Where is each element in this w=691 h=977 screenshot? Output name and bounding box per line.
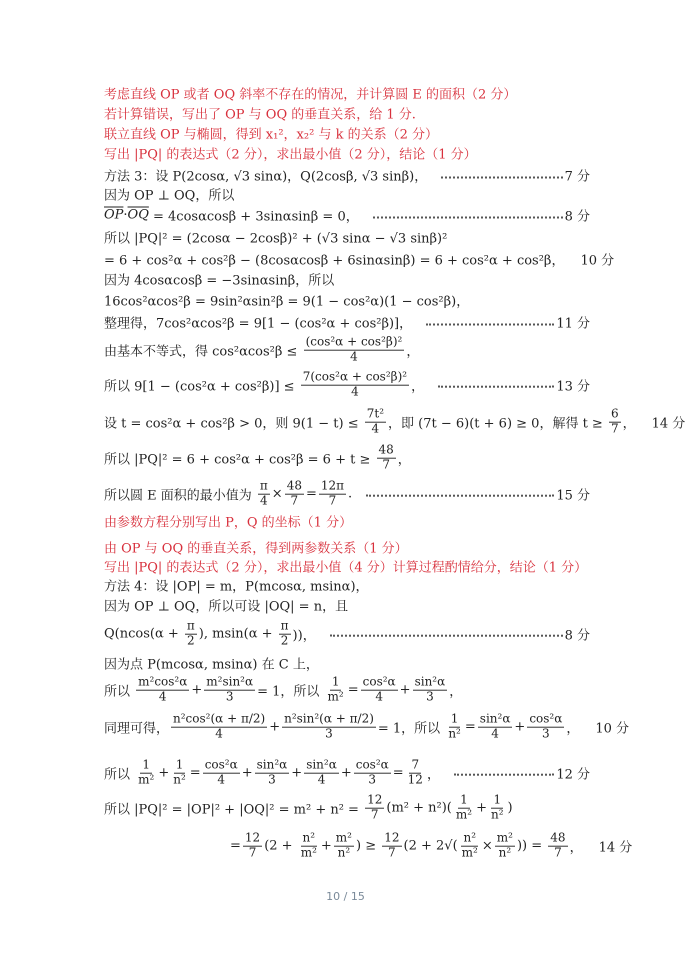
dotted-leader xyxy=(373,216,563,218)
numerator: 1 xyxy=(493,792,502,807)
text-run: (2 + 2√( xyxy=(403,838,458,854)
fraction xyxy=(255,759,290,788)
denominator: 4 xyxy=(215,726,223,741)
text-run: 所以 |PQ|² = 6 + cos²α + cos²β = 6 + t ≥ xyxy=(104,452,375,468)
numerator: cos²α xyxy=(204,757,238,772)
text-run: 方法 4：设 |OP| = m，P(mcosα, msinα)， xyxy=(104,579,369,595)
denominator: 3 xyxy=(225,689,234,704)
denominator: 3 xyxy=(268,772,276,787)
text-run: ， xyxy=(622,416,636,432)
solution-line xyxy=(104,480,590,509)
text-run: = 1，所以 xyxy=(257,684,324,700)
score-label: 14 分 xyxy=(598,840,633,856)
numerator: 1 xyxy=(142,757,151,772)
text-run: + xyxy=(269,719,281,735)
fraction xyxy=(489,794,506,823)
numerator: n² xyxy=(302,830,316,845)
fraction xyxy=(203,759,240,788)
fraction xyxy=(377,444,396,473)
dotted-leader xyxy=(454,774,554,776)
score-label: 14 分 xyxy=(651,416,686,432)
text-run: ， xyxy=(449,684,463,700)
numerator: n² xyxy=(463,830,477,845)
text-run: 因为 OP ⊥ OQ，所以可设 |OQ| = n，且 xyxy=(104,599,349,615)
text-run: 因为 4cosαcosβ = −3sinαsinβ，所以 xyxy=(104,273,335,289)
text-run: (2 + xyxy=(264,838,297,854)
numerator: 7 xyxy=(411,757,420,772)
score-label: 10 分 xyxy=(595,721,630,737)
solution-line xyxy=(104,654,590,673)
text-run: 整理得，7cos²αcos²β = 9[1 − (cos²α + cos²β)]， xyxy=(104,316,413,332)
denominator: m² xyxy=(327,689,344,704)
denominator: 7 xyxy=(382,457,390,472)
fraction xyxy=(354,759,391,788)
text-run: )) = xyxy=(516,838,547,854)
text-run: . xyxy=(348,486,353,502)
text-run: = xyxy=(464,719,476,735)
dotted-leader xyxy=(366,495,554,497)
text-run: 因为点 P(mcosα, msinα) 在 C 上， xyxy=(104,657,319,673)
fraction xyxy=(406,759,425,788)
text-run: + xyxy=(320,838,332,854)
numerator: 1 xyxy=(460,792,468,807)
fraction xyxy=(361,676,398,705)
dotted-leader xyxy=(426,323,554,325)
numerator: m²cos²α xyxy=(138,674,188,689)
denominator: 4 xyxy=(260,493,268,508)
solution-line xyxy=(230,830,633,861)
text-run: 联立直线 OP 与椭圆，得到 x₁²，x₂² 与 k 的关系（2 分） xyxy=(104,127,438,143)
fraction xyxy=(299,832,319,861)
numerator: 12π xyxy=(320,478,345,493)
text-run: ， xyxy=(411,379,425,395)
text-run: 所以 |PQ|² = (2cosα − 2cosβ)² + (√3 sinα − √3 sinβ)² xyxy=(104,231,448,247)
numerator: π xyxy=(186,618,195,633)
denominator: 7 xyxy=(328,493,337,508)
text-run: ， xyxy=(426,767,440,783)
grading-note xyxy=(104,538,590,557)
denominator: 3 xyxy=(325,726,333,741)
numerator: π xyxy=(280,618,289,633)
fraction xyxy=(171,713,267,742)
denominator: n² xyxy=(448,726,461,741)
text-run: 由 OP 与 OQ 的垂直关系，得到两参数关系（1 分） xyxy=(104,541,408,557)
numerator: 7(cos²α + cos²β)² xyxy=(302,369,408,384)
text-run: 所以 |PQ|² = |OP|² + |OQ|² = m² + n² = xyxy=(104,802,364,818)
solution-line xyxy=(104,596,590,615)
fraction xyxy=(326,676,346,705)
text-run: ，即 (7t − 6)(t + 6) ≥ 0，解得 t ≥ xyxy=(388,416,607,432)
fraction xyxy=(304,759,339,788)
text-run: Q(ncos(α + xyxy=(104,626,183,642)
text-run: = xyxy=(305,486,317,502)
solution-line xyxy=(104,206,590,225)
denominator: 4 xyxy=(158,689,167,704)
text-run: = xyxy=(230,838,241,854)
fraction xyxy=(204,676,255,705)
text-run: ) xyxy=(507,800,513,816)
fraction xyxy=(285,480,304,509)
denominator: m² xyxy=(455,807,473,822)
text-run: 同理可得， xyxy=(104,721,170,737)
text-run: × xyxy=(271,486,283,502)
solution-line xyxy=(104,185,590,204)
numerator: sin²α xyxy=(256,757,288,772)
numerator: sin²α xyxy=(306,757,337,772)
page-number: 10 / 15 xyxy=(326,890,365,903)
numerator: 6 xyxy=(610,406,619,421)
dotted-leader xyxy=(438,386,554,388)
numerator: m² xyxy=(335,830,352,845)
numerator: sin²α xyxy=(479,711,511,726)
text-run: + xyxy=(514,719,526,735)
numerator: cos²α xyxy=(362,674,396,689)
text-run: 写出 |PQ| 的表达式（2 分），求出最小值（4 分）计算过程酌情给分，结论（1 分） xyxy=(104,560,588,576)
text-run: · xyxy=(123,207,128,223)
score-label: 10 分 xyxy=(580,253,615,269)
text-run: ， xyxy=(397,452,411,468)
fraction xyxy=(334,832,354,861)
solution-line xyxy=(104,711,630,742)
text-run: 所以 xyxy=(104,767,135,783)
score-label: 8 分 xyxy=(564,209,590,225)
denominator: 7 xyxy=(290,493,299,508)
score-label: 7 分 xyxy=(564,169,590,185)
fraction xyxy=(171,759,188,788)
fraction xyxy=(478,713,513,742)
numerator: 48 xyxy=(378,442,394,457)
solution-line xyxy=(104,371,590,400)
fraction xyxy=(454,794,474,823)
vector: $\overline{OQ}$ xyxy=(127,207,149,223)
solution-line xyxy=(104,794,590,823)
numerator: π xyxy=(259,478,268,493)
denominator: 3 xyxy=(426,689,434,704)
numerator: n²cos²(α + π/2) xyxy=(173,711,266,726)
text-run: 16cos²αcos²β = 9sin²αsin²β = 9(1 − cos²α)(1 − cos²β)， xyxy=(104,294,470,310)
fraction xyxy=(279,620,291,649)
denominator: 4 xyxy=(371,421,380,436)
grading-note xyxy=(104,84,590,103)
text-run: = xyxy=(392,765,404,781)
solution-line xyxy=(104,291,590,310)
denominator: 3 xyxy=(542,726,550,741)
denominator: 4 xyxy=(375,689,383,704)
text-run: ， xyxy=(566,721,580,737)
denominator: 2 xyxy=(187,633,195,648)
denominator: m² xyxy=(138,772,155,787)
dotted-leader xyxy=(330,635,563,637)
dotted-leader xyxy=(441,176,562,178)
fraction xyxy=(495,832,515,861)
grading-note xyxy=(104,124,590,143)
solution-line xyxy=(104,166,590,185)
fraction xyxy=(258,480,270,509)
denominator: n² xyxy=(498,845,512,860)
solution-line xyxy=(104,336,590,365)
fraction xyxy=(413,676,448,705)
fraction xyxy=(319,480,346,509)
denominator: 7 xyxy=(248,845,257,860)
numerator: cos²α xyxy=(529,711,563,726)
fraction xyxy=(365,408,386,437)
denominator: 4 xyxy=(217,772,226,787)
solution-line xyxy=(104,576,590,595)
text-run: = 6 + cos²α + cos²β − (8cosαcosβ + 6sinαsinβ) = 6 + cos²α + cos²β， xyxy=(104,253,565,269)
text-run: + xyxy=(191,682,203,698)
denominator: 2 xyxy=(280,633,289,648)
text-run: 因为 OP ⊥ OQ，所以 xyxy=(104,188,235,204)
numerator: 1 xyxy=(175,757,184,772)
grading-note xyxy=(104,557,590,576)
denominator: 12 xyxy=(407,772,423,787)
fraction xyxy=(609,408,621,437)
fraction xyxy=(136,759,156,788)
text-run: 所以 xyxy=(104,684,135,700)
grading-note xyxy=(104,104,590,123)
fraction xyxy=(548,832,567,861)
denominator: 7 xyxy=(610,421,619,436)
text-run: 写出 |PQ| 的表达式（2 分），求出最小值（2 分），结论（1 分） xyxy=(104,147,477,163)
text-run: + xyxy=(476,800,487,816)
denominator: m² xyxy=(300,845,317,860)
solution-line xyxy=(104,250,615,269)
denominator: 7 xyxy=(370,807,379,822)
text-run: 所以圆 E 面积的最小值为 xyxy=(104,488,256,504)
text-run: = xyxy=(189,765,201,781)
solution-line xyxy=(104,228,590,247)
text-run: 由参数方程分别写出 P，Q 的坐标（1 分） xyxy=(104,515,353,531)
score-label: 13 分 xyxy=(556,379,590,395)
denominator: 7 xyxy=(554,845,562,860)
denominator: 4 xyxy=(350,349,358,364)
text-run: × xyxy=(481,838,493,854)
denominator: n² xyxy=(490,807,504,822)
numerator: 7t² xyxy=(366,406,385,421)
fraction xyxy=(382,832,401,861)
grading-note xyxy=(104,512,590,531)
fraction xyxy=(243,832,262,861)
fraction xyxy=(282,713,376,742)
numerator: n²sin²(α + π/2) xyxy=(284,711,374,726)
denominator: 4 xyxy=(491,726,499,741)
text-run: 所以 9[1 − (cos²α + cos²β)] ≤ xyxy=(104,379,299,395)
text-run: 考虑直线 OP 或者 OQ 斜率不存在的情况，并计算圆 E 的面积（2 分） xyxy=(104,87,517,103)
denominator: 7 xyxy=(388,845,396,860)
text-run: ) ≥ xyxy=(356,838,381,854)
fraction xyxy=(460,832,480,861)
text-run: + xyxy=(340,765,352,781)
fraction xyxy=(446,713,463,742)
text-run: 由基本不等式，得 cos²αcos²β ≤ xyxy=(104,344,302,360)
solution-line xyxy=(104,759,590,788)
denominator: 4 xyxy=(317,772,326,787)
text-run: ), msin(α + xyxy=(198,626,277,642)
numerator: 48 xyxy=(550,830,566,845)
denominator: m² xyxy=(461,845,478,860)
score-label: 12 分 xyxy=(556,767,590,783)
score-label: 11 分 xyxy=(556,316,590,332)
solution-line xyxy=(104,620,590,649)
fraction xyxy=(185,620,197,649)
fraction xyxy=(365,794,384,823)
score-label: 15 分 xyxy=(556,488,590,504)
numerator: 1 xyxy=(450,711,459,726)
numerator: m²sin²α xyxy=(206,674,254,689)
numerator: 12 xyxy=(384,830,400,845)
text-run: 方法 3：设 P(2cosα, √3 sinα)，Q(2cosβ, √3 sinβ)， xyxy=(104,169,428,185)
text-run: (m² + n²)( xyxy=(386,800,452,816)
score-label: 8 分 xyxy=(564,628,590,644)
text-run: + xyxy=(241,765,253,781)
numerator: (cos²α + cos²β)² xyxy=(305,334,403,349)
solution-line xyxy=(104,270,590,289)
fraction xyxy=(301,371,409,400)
text-run: + xyxy=(399,682,411,698)
vector: $\overline{OP}$ xyxy=(104,207,124,223)
denominator: 4 xyxy=(351,384,359,399)
text-run: ， xyxy=(406,344,420,360)
text-run: ， xyxy=(569,840,583,856)
denominator: n² xyxy=(173,772,186,787)
numerator: cos²α xyxy=(355,757,389,772)
numerator: m² xyxy=(496,830,513,845)
text-run: ))， xyxy=(292,628,316,644)
numerator: 48 xyxy=(286,478,302,493)
denominator: n² xyxy=(337,845,351,860)
solution-line xyxy=(104,444,590,473)
solution-line xyxy=(104,313,590,332)
fraction xyxy=(136,676,189,705)
text-run: = xyxy=(347,682,359,698)
text-run: = 4cosαcosβ + 3sinαsinβ = 0， xyxy=(148,209,359,225)
text-run: + xyxy=(291,765,303,781)
numerator: 1 xyxy=(331,674,340,689)
text-run: + xyxy=(158,765,170,781)
fraction xyxy=(304,336,405,365)
text-run: = 1，所以 xyxy=(377,721,445,737)
numerator: sin²α xyxy=(414,674,446,689)
denominator: 3 xyxy=(368,772,377,787)
numerator: 12 xyxy=(244,830,261,845)
text-run: 若计算错误，写出了 OP 与 OQ 的垂直关系，给 1 分. xyxy=(104,107,416,123)
solution-line xyxy=(104,676,590,705)
solution-line xyxy=(104,406,686,437)
fraction xyxy=(527,713,564,742)
numerator: 12 xyxy=(367,792,383,807)
text-run: 设 t = cos²α + cos²β > 0，则 9(1 − t) ≤ xyxy=(104,416,363,432)
grading-note xyxy=(104,144,590,163)
